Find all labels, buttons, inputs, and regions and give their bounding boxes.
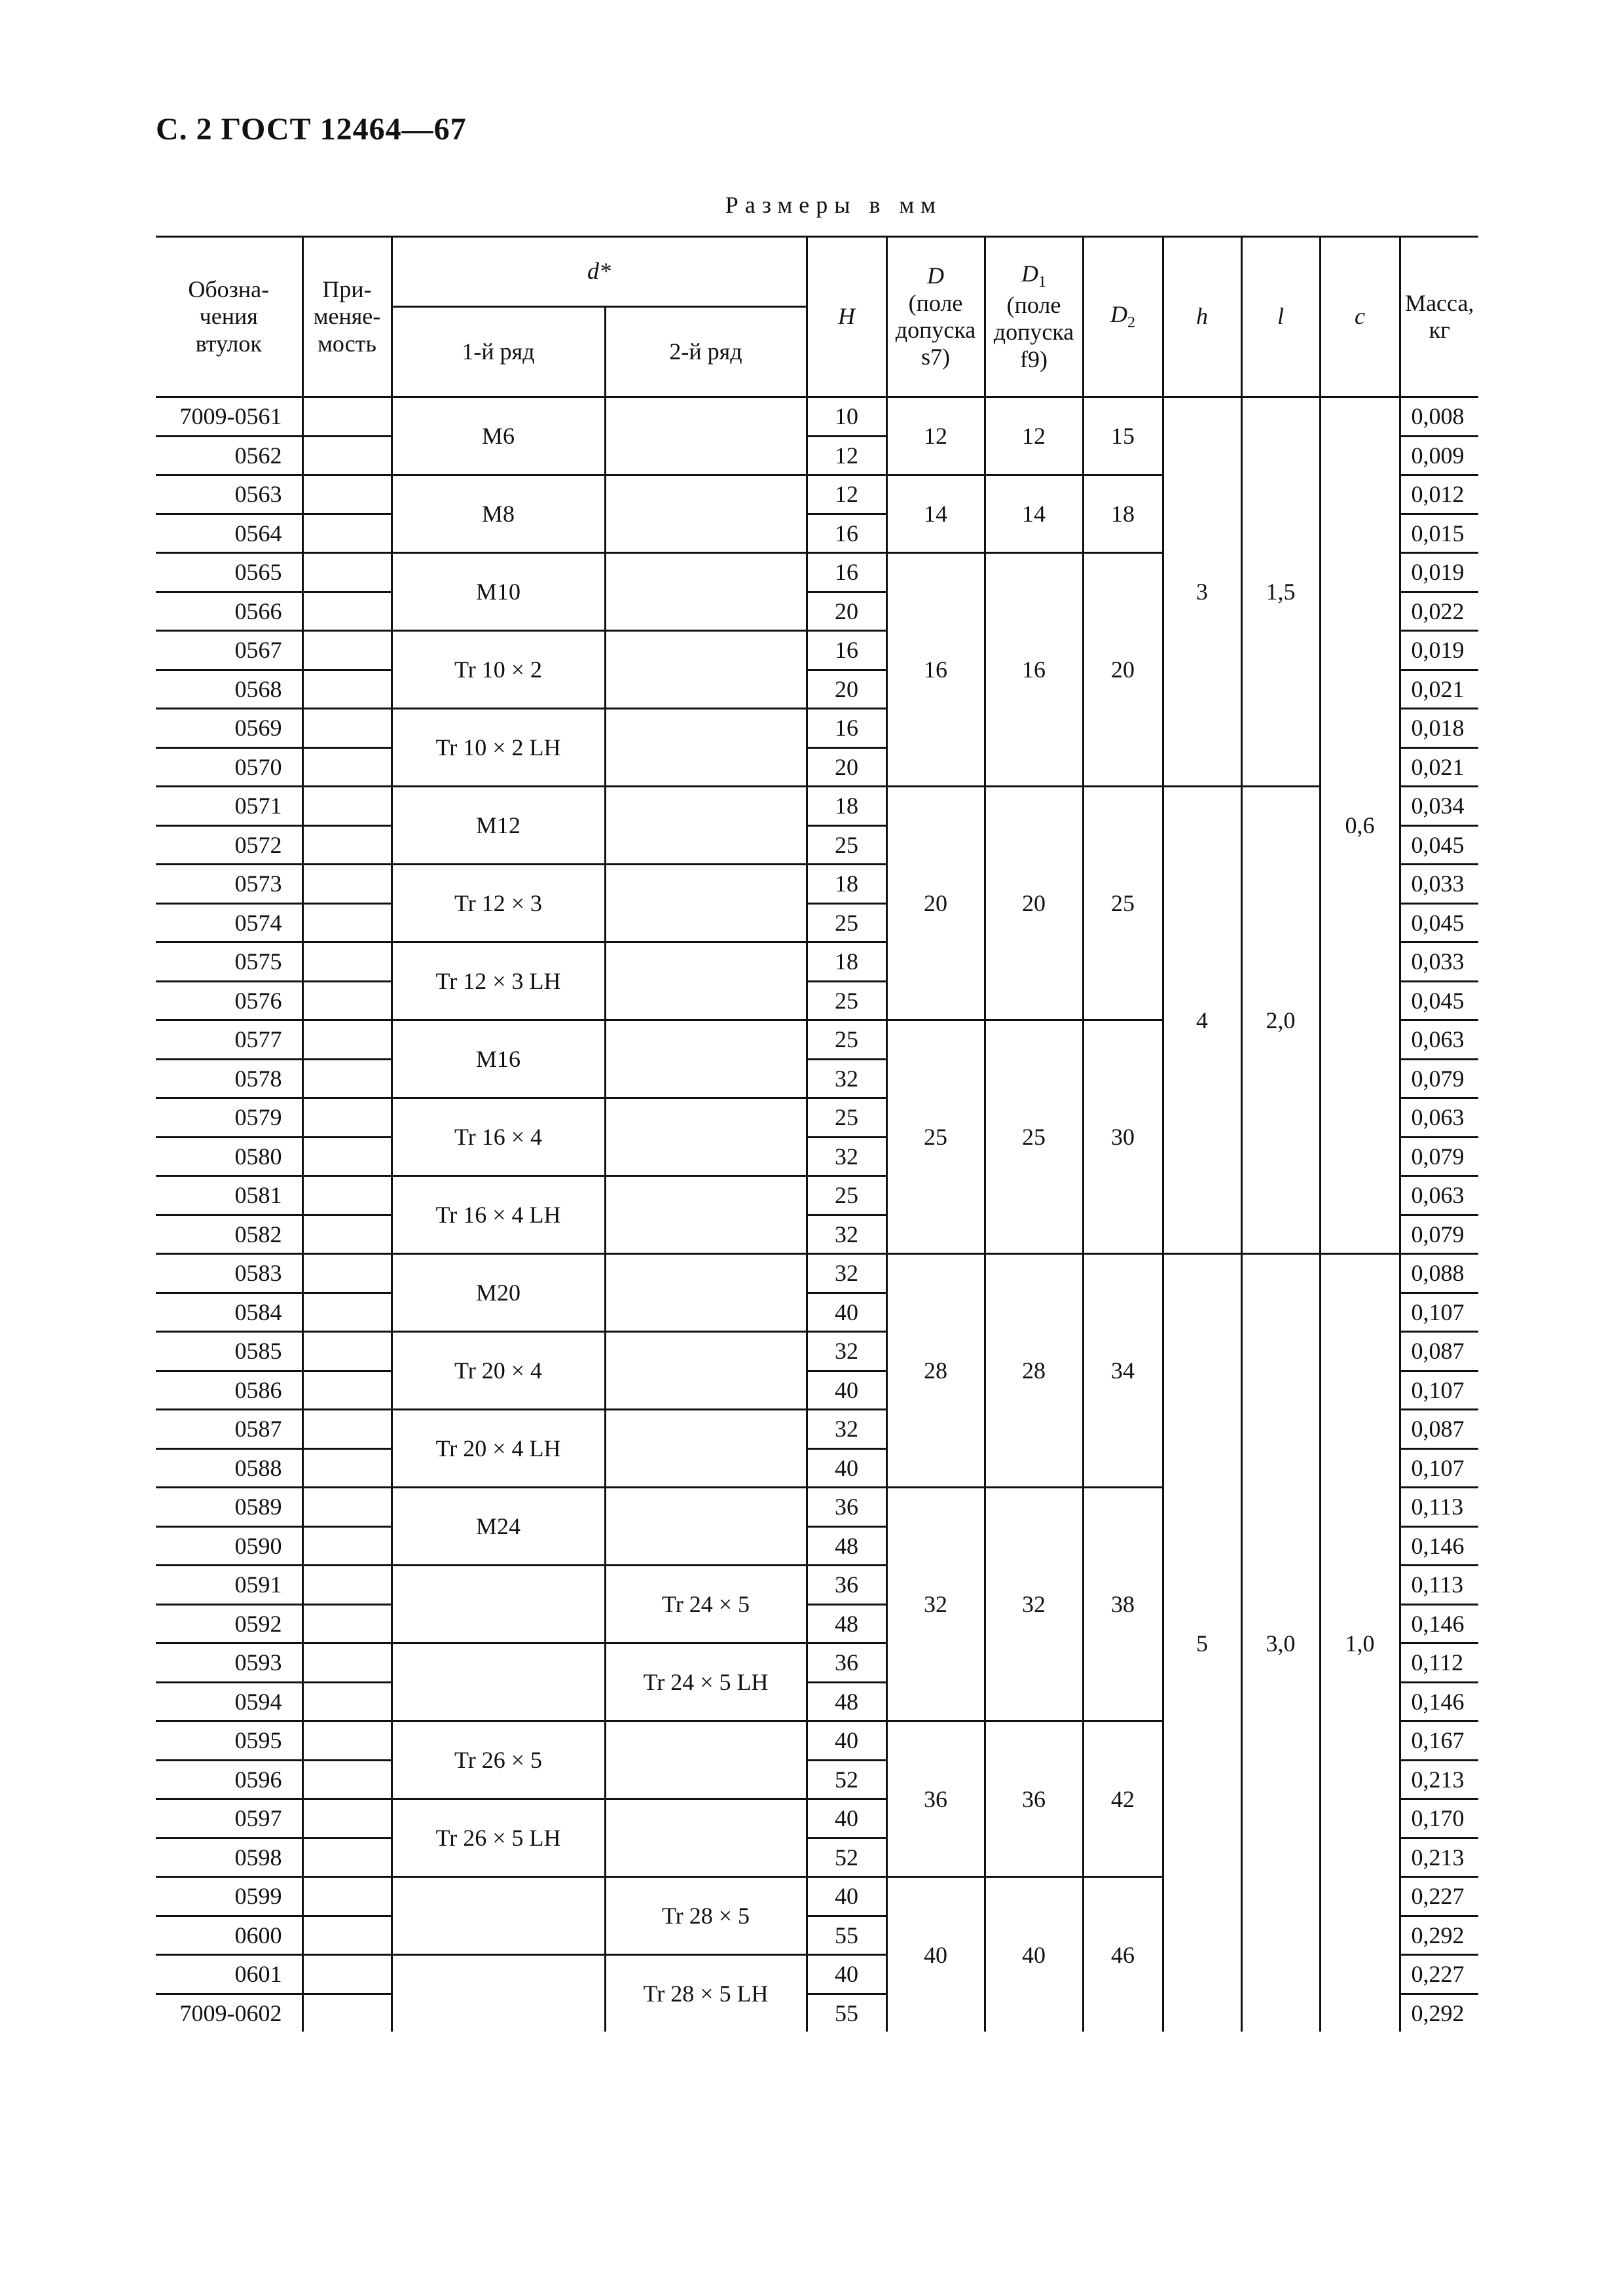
mass-cell: 0,213 — [1400, 1760, 1478, 1799]
designation-cell: 0597 — [156, 1799, 302, 1839]
mass-cell: 0,063 — [1400, 1020, 1478, 1060]
designation-cell: 0583 — [156, 1254, 302, 1293]
header-mass: Масса, кг — [1400, 237, 1478, 397]
applicability-cell — [302, 1994, 392, 2032]
designation-cell: 0566 — [156, 592, 302, 631]
mass-cell: 0,063 — [1400, 1176, 1478, 1215]
H-cell: 18 — [807, 865, 886, 904]
applicability-cell — [302, 1059, 392, 1098]
designation-cell: 0582 — [156, 1215, 302, 1254]
designation-cell: 0574 — [156, 903, 302, 942]
H-cell: 32 — [807, 1059, 886, 1098]
header-row1: 1-й ряд — [392, 307, 605, 397]
d-row2-cell — [605, 1488, 807, 1566]
D2-cell: 46 — [1083, 1877, 1163, 2032]
applicability-cell — [302, 592, 392, 631]
mass-cell: 0,045 — [1400, 825, 1478, 865]
header-d: d* — [392, 237, 807, 307]
applicability-cell — [302, 1488, 392, 1527]
l-cell: 3,0 — [1241, 1254, 1320, 2032]
mass-cell: 0,170 — [1400, 1799, 1478, 1839]
D2-cell: 18 — [1083, 475, 1163, 553]
d-row1-cell: Tr 12 × 3 — [392, 865, 605, 942]
designation-cell: 0599 — [156, 1877, 302, 1916]
header-designation: Обозна- чения втулок — [156, 237, 302, 397]
applicability-cell — [302, 1721, 392, 1761]
H-cell: 32 — [807, 1137, 886, 1176]
H-cell: 52 — [807, 1760, 886, 1799]
designation-cell: 0595 — [156, 1721, 302, 1761]
H-cell: 36 — [807, 1566, 886, 1605]
H-cell: 32 — [807, 1410, 886, 1449]
mass-cell: 0,088 — [1400, 1254, 1478, 1293]
mass-cell: 0,227 — [1400, 1877, 1478, 1916]
D2-cell: 25 — [1083, 787, 1163, 1020]
H-cell: 40 — [807, 1955, 886, 1994]
D2-cell: 38 — [1083, 1488, 1163, 1721]
applicability-cell — [302, 865, 392, 904]
applicability-cell — [302, 1176, 392, 1215]
mass-cell: 0,022 — [1400, 592, 1478, 631]
applicability-cell — [302, 1566, 392, 1605]
h-cell: 4 — [1163, 787, 1241, 1254]
designation-cell: 0588 — [156, 1448, 302, 1488]
d-row2-cell — [605, 1098, 807, 1176]
d-row2-cell — [605, 709, 807, 787]
H-cell: 52 — [807, 1838, 886, 1877]
D2-cell: 20 — [1083, 553, 1163, 787]
header-H: H — [807, 237, 886, 397]
H-cell: 16 — [807, 553, 886, 592]
H-cell: 36 — [807, 1488, 886, 1527]
header-l: l — [1241, 237, 1320, 397]
d-row2-cell: Tr 28 × 5 LH — [605, 1955, 807, 2032]
H-cell: 16 — [807, 709, 886, 748]
c-cell: 0,6 — [1320, 397, 1400, 1254]
H-cell: 20 — [807, 670, 886, 709]
mass-cell: 0,033 — [1400, 865, 1478, 904]
D-cell: 20 — [886, 787, 985, 1020]
applicability-cell — [302, 1215, 392, 1254]
d-row1-cell: M16 — [392, 1020, 605, 1098]
D-cell: 36 — [886, 1721, 985, 1877]
D1-cell: 40 — [985, 1877, 1083, 2032]
D-cell: 25 — [886, 1020, 985, 1254]
table-row — [156, 397, 1478, 437]
mass-cell: 0,045 — [1400, 903, 1478, 942]
applicability-cell — [302, 631, 392, 670]
table-body — [156, 397, 1478, 2032]
H-cell: 18 — [807, 787, 886, 826]
mass-cell: 0,034 — [1400, 787, 1478, 826]
H-cell: 40 — [807, 1877, 886, 1916]
applicability-cell — [302, 1955, 392, 1994]
applicability-cell — [302, 1877, 392, 1916]
mass-cell: 0,227 — [1400, 1955, 1478, 1994]
d-row1-cell: Tr 16 × 4 — [392, 1098, 605, 1176]
mass-cell: 0,213 — [1400, 1838, 1478, 1877]
d-row1-cell: M6 — [392, 397, 605, 475]
applicability-cell — [302, 1020, 392, 1060]
d-row1-cell: M10 — [392, 553, 605, 631]
header-D2: $D_2$ — [1083, 237, 1163, 397]
mass-cell: 0,009 — [1400, 436, 1478, 475]
D1-cell: 14 — [985, 475, 1083, 553]
designation-cell: 0571 — [156, 787, 302, 826]
H-cell: 10 — [807, 397, 886, 437]
applicability-cell — [302, 825, 392, 865]
mass-cell: 0,087 — [1400, 1332, 1478, 1371]
d-row2-cell: Tr 28 × 5 — [605, 1877, 807, 1955]
applicability-cell — [302, 1448, 392, 1488]
H-cell: 55 — [807, 1916, 886, 1955]
designation-cell: 0563 — [156, 475, 302, 514]
mass-cell: 0,292 — [1400, 1994, 1478, 2032]
d-row1-cell: Tr 26 × 5 LH — [392, 1799, 605, 1877]
d-row1-cell: Tr 20 × 4 LH — [392, 1410, 605, 1488]
mass-cell: 0,146 — [1400, 1682, 1478, 1721]
applicability-cell — [302, 1137, 392, 1176]
applicability-cell — [302, 670, 392, 709]
D-cell: 14 — [886, 475, 985, 553]
header-D: D (поле допуска s7) — [886, 237, 985, 397]
applicability-cell — [302, 397, 392, 437]
D-cell: 12 — [886, 397, 985, 475]
mass-cell: 0,079 — [1400, 1059, 1478, 1098]
mass-cell: 0,015 — [1400, 514, 1478, 553]
applicability-cell — [302, 1293, 392, 1332]
designation-cell: 0568 — [156, 670, 302, 709]
applicability-cell — [302, 1799, 392, 1839]
designation-cell: 0575 — [156, 942, 302, 982]
applicability-cell — [302, 1604, 392, 1643]
d-row2-cell — [605, 1020, 807, 1098]
designation-cell: 0578 — [156, 1059, 302, 1098]
mass-cell: 0,033 — [1400, 942, 1478, 982]
H-cell: 40 — [807, 1799, 886, 1839]
table-row — [156, 1254, 1478, 1293]
d-row1-cell — [392, 1643, 605, 1721]
table-row — [156, 787, 1478, 826]
D1-cell: 36 — [985, 1721, 1083, 1877]
header-D1: $D_1$ (поле допуска f9) — [985, 237, 1083, 397]
designation-cell: 0601 — [156, 1955, 302, 1994]
designation-cell: 0584 — [156, 1293, 302, 1332]
header-applicability: При- меняе- мость — [302, 237, 392, 397]
mass-cell: 0,008 — [1400, 397, 1478, 437]
d-row2-cell — [605, 1332, 807, 1410]
mass-cell: 0,063 — [1400, 1098, 1478, 1138]
D1-cell: 16 — [985, 553, 1083, 787]
applicability-cell — [302, 1760, 392, 1799]
designation-cell: 0600 — [156, 1916, 302, 1955]
D1-cell: 20 — [985, 787, 1083, 1020]
H-cell: 20 — [807, 592, 886, 631]
H-cell: 12 — [807, 436, 886, 475]
applicability-cell — [302, 553, 392, 592]
D2-cell: 15 — [1083, 397, 1163, 475]
H-cell: 18 — [807, 942, 886, 982]
mass-cell: 0,113 — [1400, 1566, 1478, 1605]
mass-cell: 0,021 — [1400, 747, 1478, 787]
applicability-cell — [302, 1838, 392, 1877]
designation-cell: 0579 — [156, 1098, 302, 1138]
applicability-cell — [302, 1916, 392, 1955]
H-cell: 32 — [807, 1215, 886, 1254]
designation-cell: 0587 — [156, 1410, 302, 1449]
mass-cell: 0,079 — [1400, 1215, 1478, 1254]
applicability-cell — [302, 1371, 392, 1410]
H-cell: 16 — [807, 631, 886, 670]
D2-cell: 30 — [1083, 1020, 1163, 1254]
H-cell: 40 — [807, 1293, 886, 1332]
designation-cell: 7009-0561 — [156, 397, 302, 437]
designation-cell: 0596 — [156, 1760, 302, 1799]
H-cell: 40 — [807, 1371, 886, 1410]
d-row1-cell — [392, 1955, 605, 2032]
mass-cell: 0,019 — [1400, 631, 1478, 670]
d-row1-cell: Tr 10 × 2 LH — [392, 709, 605, 787]
mass-cell: 0,021 — [1400, 670, 1478, 709]
applicability-cell — [302, 475, 392, 514]
H-cell: 55 — [807, 1994, 886, 2032]
H-cell: 25 — [807, 1098, 886, 1138]
d-row1-cell: Tr 20 × 4 — [392, 1332, 605, 1410]
header-h: h — [1163, 237, 1241, 397]
l-cell: 1,5 — [1241, 397, 1320, 787]
mass-cell: 0,045 — [1400, 981, 1478, 1020]
d-row1-cell: Tr 12 × 3 LH — [392, 942, 605, 1020]
mass-cell: 0,146 — [1400, 1526, 1478, 1566]
d-row1-cell: Tr 16 × 4 LH — [392, 1176, 605, 1254]
mass-cell: 0,018 — [1400, 709, 1478, 748]
designation-cell: 0591 — [156, 1566, 302, 1605]
d-row2-cell — [605, 397, 807, 475]
d-row2-cell — [605, 631, 807, 709]
applicability-cell — [302, 1098, 392, 1138]
H-cell: 32 — [807, 1254, 886, 1293]
mass-cell: 0,012 — [1400, 475, 1478, 514]
designation-cell: 0592 — [156, 1604, 302, 1643]
mass-cell: 0,292 — [1400, 1916, 1478, 1955]
H-cell: 25 — [807, 1020, 886, 1060]
d-row1-cell — [392, 1566, 605, 1643]
D-cell: 16 — [886, 553, 985, 787]
designation-cell: 0576 — [156, 981, 302, 1020]
D-cell: 28 — [886, 1254, 985, 1488]
H-cell: 48 — [807, 1526, 886, 1566]
d-row2-cell — [605, 1410, 807, 1488]
bushings-table — [156, 236, 1478, 2032]
designation-cell: 0570 — [156, 747, 302, 787]
mass-cell: 0,087 — [1400, 1410, 1478, 1449]
mass-cell: 0,146 — [1400, 1604, 1478, 1643]
d-row2-cell — [605, 1176, 807, 1254]
l-cell: 2,0 — [1241, 787, 1320, 1254]
h-cell: 5 — [1163, 1254, 1241, 2032]
H-cell: 25 — [807, 1176, 886, 1215]
D1-cell: 25 — [985, 1020, 1083, 1254]
designation-cell: 0577 — [156, 1020, 302, 1060]
mass-cell: 0,107 — [1400, 1448, 1478, 1488]
designation-cell: 0589 — [156, 1488, 302, 1527]
H-cell: 40 — [807, 1448, 886, 1488]
H-cell: 25 — [807, 825, 886, 865]
H-cell: 20 — [807, 747, 886, 787]
designation-cell: 0565 — [156, 553, 302, 592]
designation-cell: 0567 — [156, 631, 302, 670]
d-row1-cell: Tr 26 × 5 — [392, 1721, 605, 1799]
applicability-cell — [302, 709, 392, 748]
d-row2-cell — [605, 1254, 807, 1332]
header-row2: 2-й ряд — [605, 307, 807, 397]
applicability-cell — [302, 787, 392, 826]
designation-cell: 0581 — [156, 1176, 302, 1215]
mass-cell: 0,167 — [1400, 1721, 1478, 1761]
d-row2-cell — [605, 1799, 807, 1877]
d-row2-cell — [605, 553, 807, 631]
d-row2-cell — [605, 787, 807, 865]
d-row1-cell: M12 — [392, 787, 605, 865]
d-row1-cell: Tr 10 × 2 — [392, 631, 605, 709]
H-cell: 32 — [807, 1332, 886, 1371]
H-cell: 40 — [807, 1721, 886, 1761]
D-cell: 40 — [886, 1877, 985, 2032]
designation-cell: 0573 — [156, 865, 302, 904]
d-row2-cell: Tr 24 × 5 LH — [605, 1643, 807, 1721]
designation-cell: 0586 — [156, 1371, 302, 1410]
d-row2-cell — [605, 475, 807, 553]
d-row2-cell: Tr 24 × 5 — [605, 1566, 807, 1643]
H-cell: 25 — [807, 981, 886, 1020]
H-cell: 16 — [807, 514, 886, 553]
page-header: С. 2 ГОСТ 12464—67 — [156, 112, 467, 147]
mass-cell: 0,107 — [1400, 1293, 1478, 1332]
d-row2-cell — [605, 865, 807, 942]
applicability-cell — [302, 1410, 392, 1449]
d-row1-cell: M8 — [392, 475, 605, 553]
applicability-cell — [302, 981, 392, 1020]
D1-cell: 32 — [985, 1488, 1083, 1721]
mass-cell: 0,113 — [1400, 1488, 1478, 1527]
D-cell: 32 — [886, 1488, 985, 1721]
designation-cell: 0593 — [156, 1643, 302, 1683]
D2-cell: 34 — [1083, 1254, 1163, 1488]
H-cell: 48 — [807, 1604, 886, 1643]
applicability-cell — [302, 1526, 392, 1566]
mass-cell: 0,019 — [1400, 553, 1478, 592]
mass-cell: 0,107 — [1400, 1371, 1478, 1410]
designation-cell: 0569 — [156, 709, 302, 748]
d-row2-cell — [605, 942, 807, 1020]
D1-cell: 28 — [985, 1254, 1083, 1488]
header-c: c — [1320, 237, 1400, 397]
h-cell: 3 — [1163, 397, 1241, 787]
applicability-cell — [302, 903, 392, 942]
D1-cell: 12 — [985, 397, 1083, 475]
applicability-cell — [302, 1332, 392, 1371]
applicability-cell — [302, 1254, 392, 1293]
mass-cell: 0,112 — [1400, 1643, 1478, 1683]
designation-cell: 0594 — [156, 1682, 302, 1721]
applicability-cell — [302, 1643, 392, 1683]
designation-cell: 0585 — [156, 1332, 302, 1371]
H-cell: 48 — [807, 1682, 886, 1721]
applicability-cell — [302, 514, 392, 553]
designation-cell: 0598 — [156, 1838, 302, 1877]
applicability-cell — [302, 942, 392, 982]
applicability-cell — [302, 436, 392, 475]
d-row2-cell — [605, 1721, 807, 1799]
H-cell: 25 — [807, 903, 886, 942]
applicability-cell — [302, 1682, 392, 1721]
designation-cell: 0564 — [156, 514, 302, 553]
applicability-cell — [302, 747, 392, 787]
designation-cell: 0572 — [156, 825, 302, 865]
designation-cell: 0580 — [156, 1137, 302, 1176]
designation-cell: 0562 — [156, 436, 302, 475]
table-caption: Размеры в мм — [725, 192, 942, 218]
mass-cell: 0,079 — [1400, 1137, 1478, 1176]
H-cell: 12 — [807, 475, 886, 514]
D2-cell: 42 — [1083, 1721, 1163, 1877]
designation-cell: 7009-0602 — [156, 1994, 302, 2032]
d-row1-cell: M24 — [392, 1488, 605, 1566]
H-cell: 36 — [807, 1643, 886, 1683]
d-row1-cell: M20 — [392, 1254, 605, 1332]
d-row1-cell — [392, 1877, 605, 1955]
c-cell: 1,0 — [1320, 1254, 1400, 2032]
designation-cell: 0590 — [156, 1526, 302, 1566]
